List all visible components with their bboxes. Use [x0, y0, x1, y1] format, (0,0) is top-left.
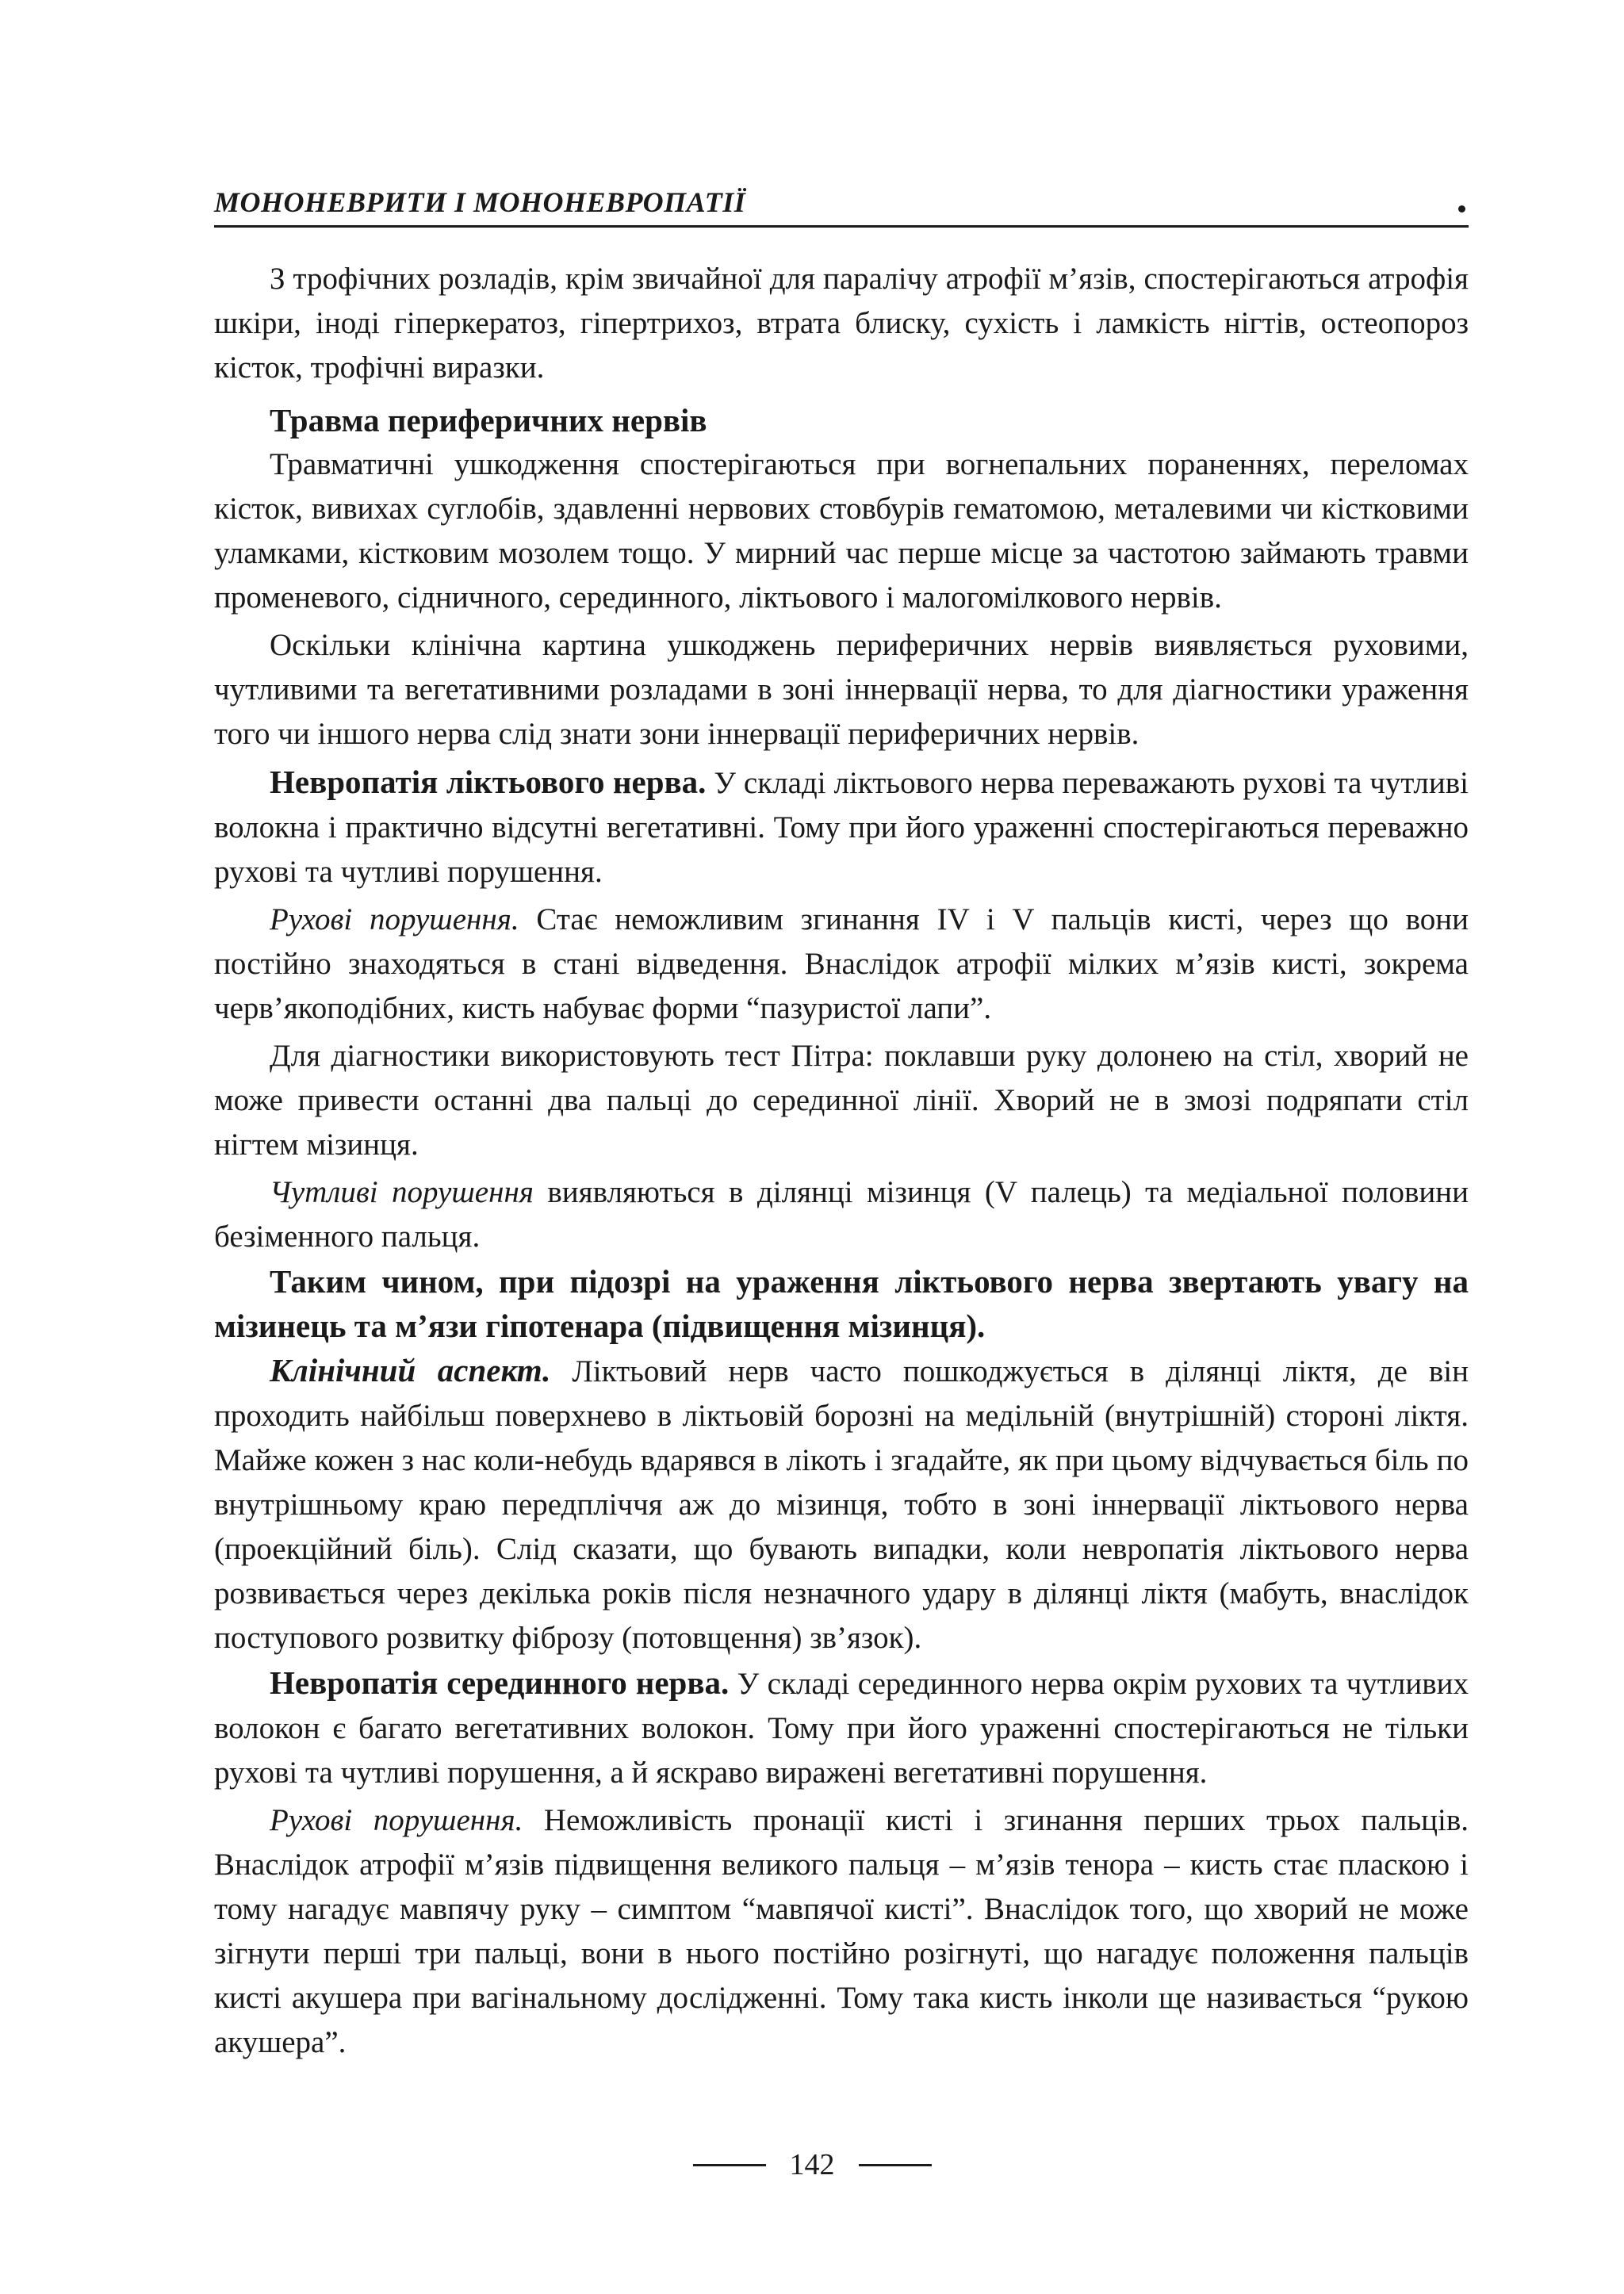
paragraph-pitres-test: Для діагностики використовують тест Пітра: поклавши руку долонею на стіл, хворий не може привести останні два пальці до серединної лінії. Хворий не в змозі подряпати стіл нігтем мізинця.: [214, 1039, 1469, 1162]
paragraph-ulnar-neuropathy: [214, 760, 1469, 894]
median-neuropathy-text: У складі серединного нерва окрім рухових та чутливих волокон є багато вегетативних волокон. Тому при його ураженні спостерігаються не тільки рухові та чутливі порушення, а й яскраво виражені вегетативні порушення.: [214, 1667, 1469, 1790]
running-header: [214, 176, 1469, 228]
footer-rule-left: [693, 2164, 766, 2166]
median-neuropathy-lead: Невропатія серединного нерва.: [270, 1664, 730, 1701]
paragraph-median-neuropathy: [214, 1660, 1469, 1795]
median-motor-lead: Рухові порушення.: [270, 1803, 523, 1837]
paragraph-ulnar-summary: Таким чином, при підозрі на ураження ліктьового нерва звертають увагу на мізинець та м’язи гіпотенара (підвищення мізинця).: [214, 1263, 1469, 1344]
section-heading-nerve-trauma: Травма периферичних нервів: [270, 402, 707, 439]
footer-rule-right: [859, 2164, 932, 2166]
ulnar-neuropathy-lead: Невропатія ліктьового нерва.: [270, 764, 707, 800]
paragraph-clinical-picture: Оскільки клінічна картина ушкоджень периферичних нервів виявляється руховими, чутливими та вегетативними розладами в зоні іннервації нерва, то для діагностики ураження того чи іншого нерва слід знати зони іннервації периферичних нервів.: [214, 628, 1469, 751]
page-footer: [0, 2141, 1624, 2189]
paragraph-trauma-causes: Травматичні ушкодження спостерігаються при вогнепальних пораненнях, переломах кісток, вивихах суглобів, здавленні нервових стовбурів гематомою, металевими чи кістковими уламками, кістковим мозолем тощо. У мирний час перше місце за частотою займають травми променевого, сідничного, серединного, ліктьового і малогомілкового нервів.: [214, 447, 1469, 615]
paragraph-trophic-disorders: З трофічних розладів, крім звичайної для паралічу атрофії м’язів, спостерігаються атрофія шкіри, іноді гіперкератоз, гіпертрихоз, втрата блиску, сухість і ламкість нігтів, остеопороз кісток, трофічні виразки.: [214, 262, 1469, 385]
ulnar-neuropathy-text: У складі ліктьового нерва переважають рухові та чутливі волокна і практично відсутні вегетативні. Тому при його ураженні спостерігаються переважно рухові та чутливі порушення.: [214, 766, 1469, 889]
clinical-aspect-text: Ліктьовий нерв часто пошкоджується в ділянці ліктя, де він проходить найбільш поверхнево в ліктьовій борозні на медільній (внутрішній) стороні ліктя. Майже кожен з нас коли-небудь вдарявся в лікоть і згадайте, як при цьому відчувається біль по внутрішньому краю передпліччя аж до мізинця, тобто в зоні іннервації ліктьового нерва (проекційний біль). Слід сказати, що бувають випадки, коли невропатія ліктьового нерва розвивається через декілька років після незначного удару в ділянці ліктя (мабуть, внаслідок поступового розвитку фіброзу (потовщення) зв’язок).: [214, 1354, 1469, 1655]
chapter-title: МОНОНЕВРИТИ І МОНОНЕВРОПАТІЇ: [214, 186, 746, 218]
paragraph-median-motor: [214, 1798, 1469, 2065]
ulnar-sensory-lead: Чутливі порушення: [270, 1175, 534, 1209]
ulnar-motor-text: Стає неможливим згинання IV і V пальців кисті, через що вони постійно знаходяться в стані відведення. Внаслідок атрофії мілких м’язів кисті, зокрема черв’якоподібних, кисть набуває форми “пазуристої лапи”.: [214, 902, 1469, 1025]
clinical-aspect-lead: Клінічний аспект.: [270, 1352, 551, 1388]
paragraph-ulnar-sensory: [214, 1170, 1469, 1259]
ulnar-motor-lead: Рухові порушення.: [270, 902, 519, 936]
ulnar-sensory-text: виявляються в ділянці мізинця (V палець) та медіальної половини безіменного пальця.: [214, 1175, 1469, 1254]
header-bullet-icon: [1458, 205, 1465, 213]
page-number: 142: [789, 2148, 835, 2181]
page-body: [214, 257, 1469, 2065]
paragraph-ulnar-motor: [214, 898, 1469, 1031]
paragraph-clinical-aspect: [214, 1348, 1469, 1660]
median-motor-text: Неможливість пронації кисті і згинання перших трьох пальців. Внаслідок атрофії м’язів підвищення великого пальця – м’язів тенора – кисть стає пласкою і тому нагадує мавпячу руку – симптом “мавпячої кисті”. Внаслідок того, що хворий не може зігнути перші три пальці, вони в нього постійно розігнуті, що нагадує положення пальців кисті акушера при вагінальному дослідженні. Тому така кисть інколи ще називається “рукою акушера”.: [214, 1803, 1469, 2059]
